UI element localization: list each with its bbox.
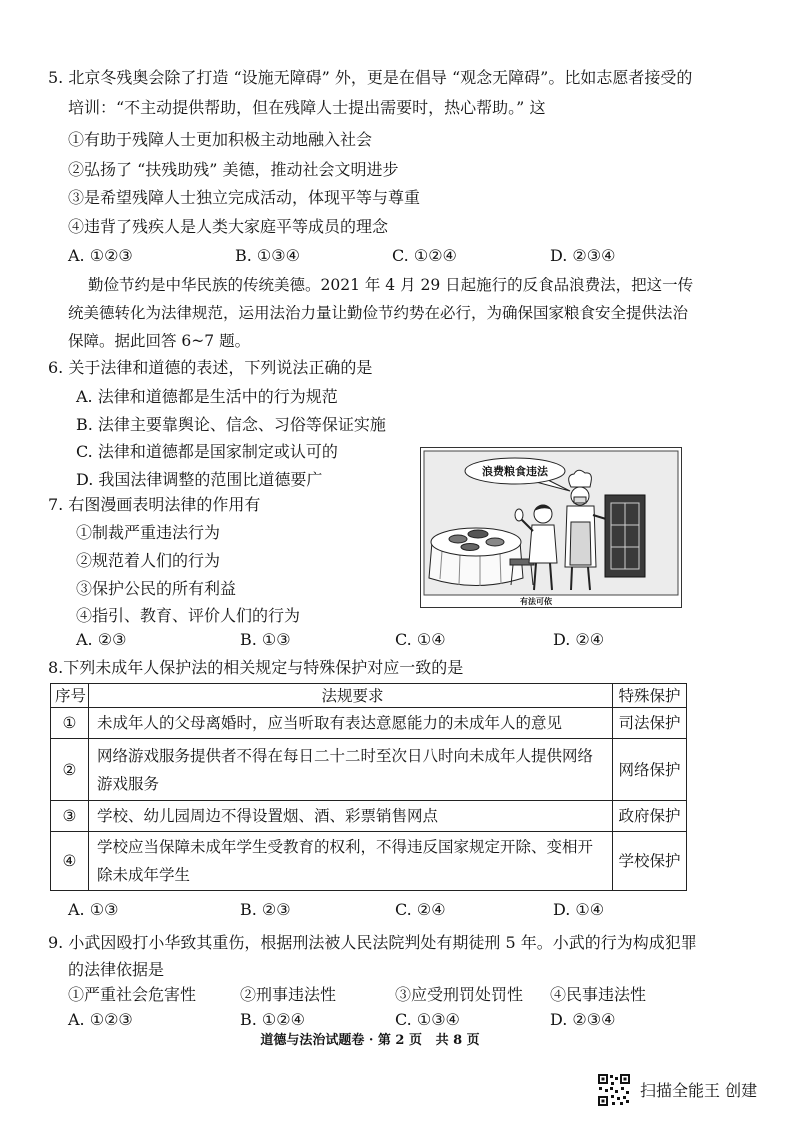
law-cartoon <box>420 447 682 608</box>
question-6-option-b: B. 法律主要靠舆论、信念、习俗等保证实施 <box>76 415 386 434</box>
question-5-stem-line: 5. 北京冬残奥会除了打造 “设施无障碍” 外，更是在倡导 “观念无障碍”。比如志愿者接受的 <box>48 68 693 87</box>
requirement-line: 网络游戏服务提供者不得在每日二十二时至次日八时向未成年人提供网络 <box>97 746 594 765</box>
table-header-number: 序号 <box>51 684 89 708</box>
question-9-item: ④民事违法性 <box>550 985 647 1004</box>
question-9-choice-a: A. ①②③ <box>68 1010 133 1029</box>
question-8-choice-c: C. ②④ <box>395 900 446 919</box>
question-8-stem: 8.下列未成年人保护法的相关规定与特殊保护对应一致的是 <box>48 658 464 677</box>
question-5-item: ①有助于残障人士更加积极主动地融入社会 <box>68 130 373 149</box>
question-7-choice-a: A. ②③ <box>76 630 127 649</box>
requirement-line: 除未成年学生 <box>97 866 191 884</box>
requirement-line: 游戏服务 <box>97 774 160 793</box>
passage-line: 保障。据此回答 6~7 题。 <box>68 332 251 350</box>
food-plate <box>468 530 488 538</box>
question-7-choice-d: D. ②④ <box>553 630 605 649</box>
question-9-item: ②刑事违法性 <box>240 985 337 1004</box>
question-5-choice-d: D. ②③④ <box>550 246 616 265</box>
food-plate <box>449 535 467 543</box>
question-9-choice-d: D. ②③④ <box>550 1010 616 1029</box>
question-9-item: ③应受刑罚处罚性 <box>395 985 524 1004</box>
table-cell-requirement <box>89 832 613 891</box>
question-7-item: ③保护公民的所有利益 <box>76 579 237 598</box>
speech-bubble-text: 浪费粮食违法 <box>482 465 548 478</box>
page-footer: 道德与法治试题卷 · 第 2 页 共 8 页 <box>260 1033 480 1048</box>
table-cell-number: ① <box>51 708 89 739</box>
table-cell-protection: 司法保护 <box>613 708 687 739</box>
question-5-choice-c: C. ①②④ <box>392 246 457 265</box>
question-9-stem-line: 9. 小武因殴打小华致其重伤，根据刑法被人民法院判处有期徒刑 5 年。小武的行为构成犯罪 <box>48 933 697 952</box>
qr-code-icon <box>597 1073 631 1107</box>
requirement-line: 学校、幼儿园周边不得设置烟、酒、彩票销售网点 <box>97 807 439 825</box>
question-5-item: ④违背了残疾人是人类大家庭平等成员的理念 <box>68 217 389 236</box>
question-7-item: ④指引、教育、评价人们的行为 <box>76 606 301 625</box>
table-cell-number: ② <box>51 739 89 801</box>
question-9-stem-line: 的法律依据是 <box>68 960 165 979</box>
question-5-item: ③是希望残障人士独立完成活动，体现平等与尊重 <box>68 188 421 207</box>
table-cell-protection: 网络保护 <box>613 739 687 801</box>
table-cell-number: ③ <box>51 801 89 832</box>
protection-table <box>50 683 687 891</box>
question-9-choice-c: C. ①③④ <box>395 1010 460 1029</box>
question-8-choice-b: B. ②③ <box>240 900 291 919</box>
question-5-stem-line: 培训：“不主动提供帮助，但在残障人士提出需要时，热心帮助。” 这 <box>68 98 546 117</box>
man-hand <box>515 509 523 521</box>
question-8-choice-d: D. ①④ <box>553 900 605 919</box>
question-9-choice-b: B. ①②④ <box>240 1010 305 1029</box>
table-cell-requirement <box>89 708 613 739</box>
table-cell-protection: 政府保护 <box>613 801 687 832</box>
question-9-item: ①严重社会危害性 <box>68 985 197 1004</box>
requirement-line: 学校应当保障未成年学生受教育的权利，不得违反国家规定开除、变相开 <box>97 838 594 856</box>
food-plate <box>461 544 479 551</box>
passage-line: 统美德转化为法律规范，运用法治力量让勤俭节约势在必行，为确保国家粮食安全提供法治 <box>68 304 689 322</box>
table-header-row <box>51 684 687 708</box>
question-7-choice-c: C. ①④ <box>395 630 446 649</box>
question-5-item: ②弘扬了 “扶残助残” 美德，推动社会文明进步 <box>68 160 399 179</box>
table-cell-protection: 学校保护 <box>613 832 687 891</box>
table-header-requirement: 法规要求 <box>89 684 613 708</box>
food-plate <box>486 538 504 546</box>
table-cell-requirement <box>89 801 613 832</box>
cartoon-caption: 有法可依 <box>520 597 552 606</box>
question-7-item: ①制裁严重违法行为 <box>76 523 221 542</box>
table-row <box>51 832 687 891</box>
scanner-watermark-text: 扫描全能王 创建 <box>640 1081 758 1100</box>
question-6-option-a: A. 法律和道德都是生活中的行为规范 <box>76 387 338 406</box>
requirement-line: 未成年人的父母离婚时，应当听取有表达意愿能力的未成年人的意见 <box>97 714 563 732</box>
table-header-protection: 特殊保护 <box>613 684 687 708</box>
table-row <box>51 739 687 801</box>
chef-apron <box>570 522 591 565</box>
question-6-option-c: C. 法律和道德都是国家制定或认可的 <box>76 442 338 461</box>
question-8-choice-a: A. ①③ <box>68 900 119 919</box>
table-cell-number: ④ <box>51 832 89 891</box>
table-cell-requirement <box>89 739 613 801</box>
question-6-stem: 6. 关于法律和道德的表述，下列说法正确的是 <box>48 358 373 377</box>
passage-line: 勤俭节约是中华民族的传统美德。2021 年 4 月 29 日起施行的反食品浪费法，把这一传 <box>88 276 694 294</box>
table-row <box>51 801 687 832</box>
chef-mask <box>574 497 586 503</box>
question-5-choice-a: A. ①②③ <box>68 246 133 265</box>
question-7-choice-b: B. ①③ <box>240 630 291 649</box>
question-5-choice-b: B. ①③④ <box>235 246 300 265</box>
question-7-item: ②规范着人们的行为 <box>76 551 221 570</box>
table-row <box>51 708 687 739</box>
question-7-stem: 7. 右图漫画表明法律的作用有 <box>48 495 261 514</box>
question-6-option-d: D. 我国法律调整的范围比道德要广 <box>76 470 323 489</box>
